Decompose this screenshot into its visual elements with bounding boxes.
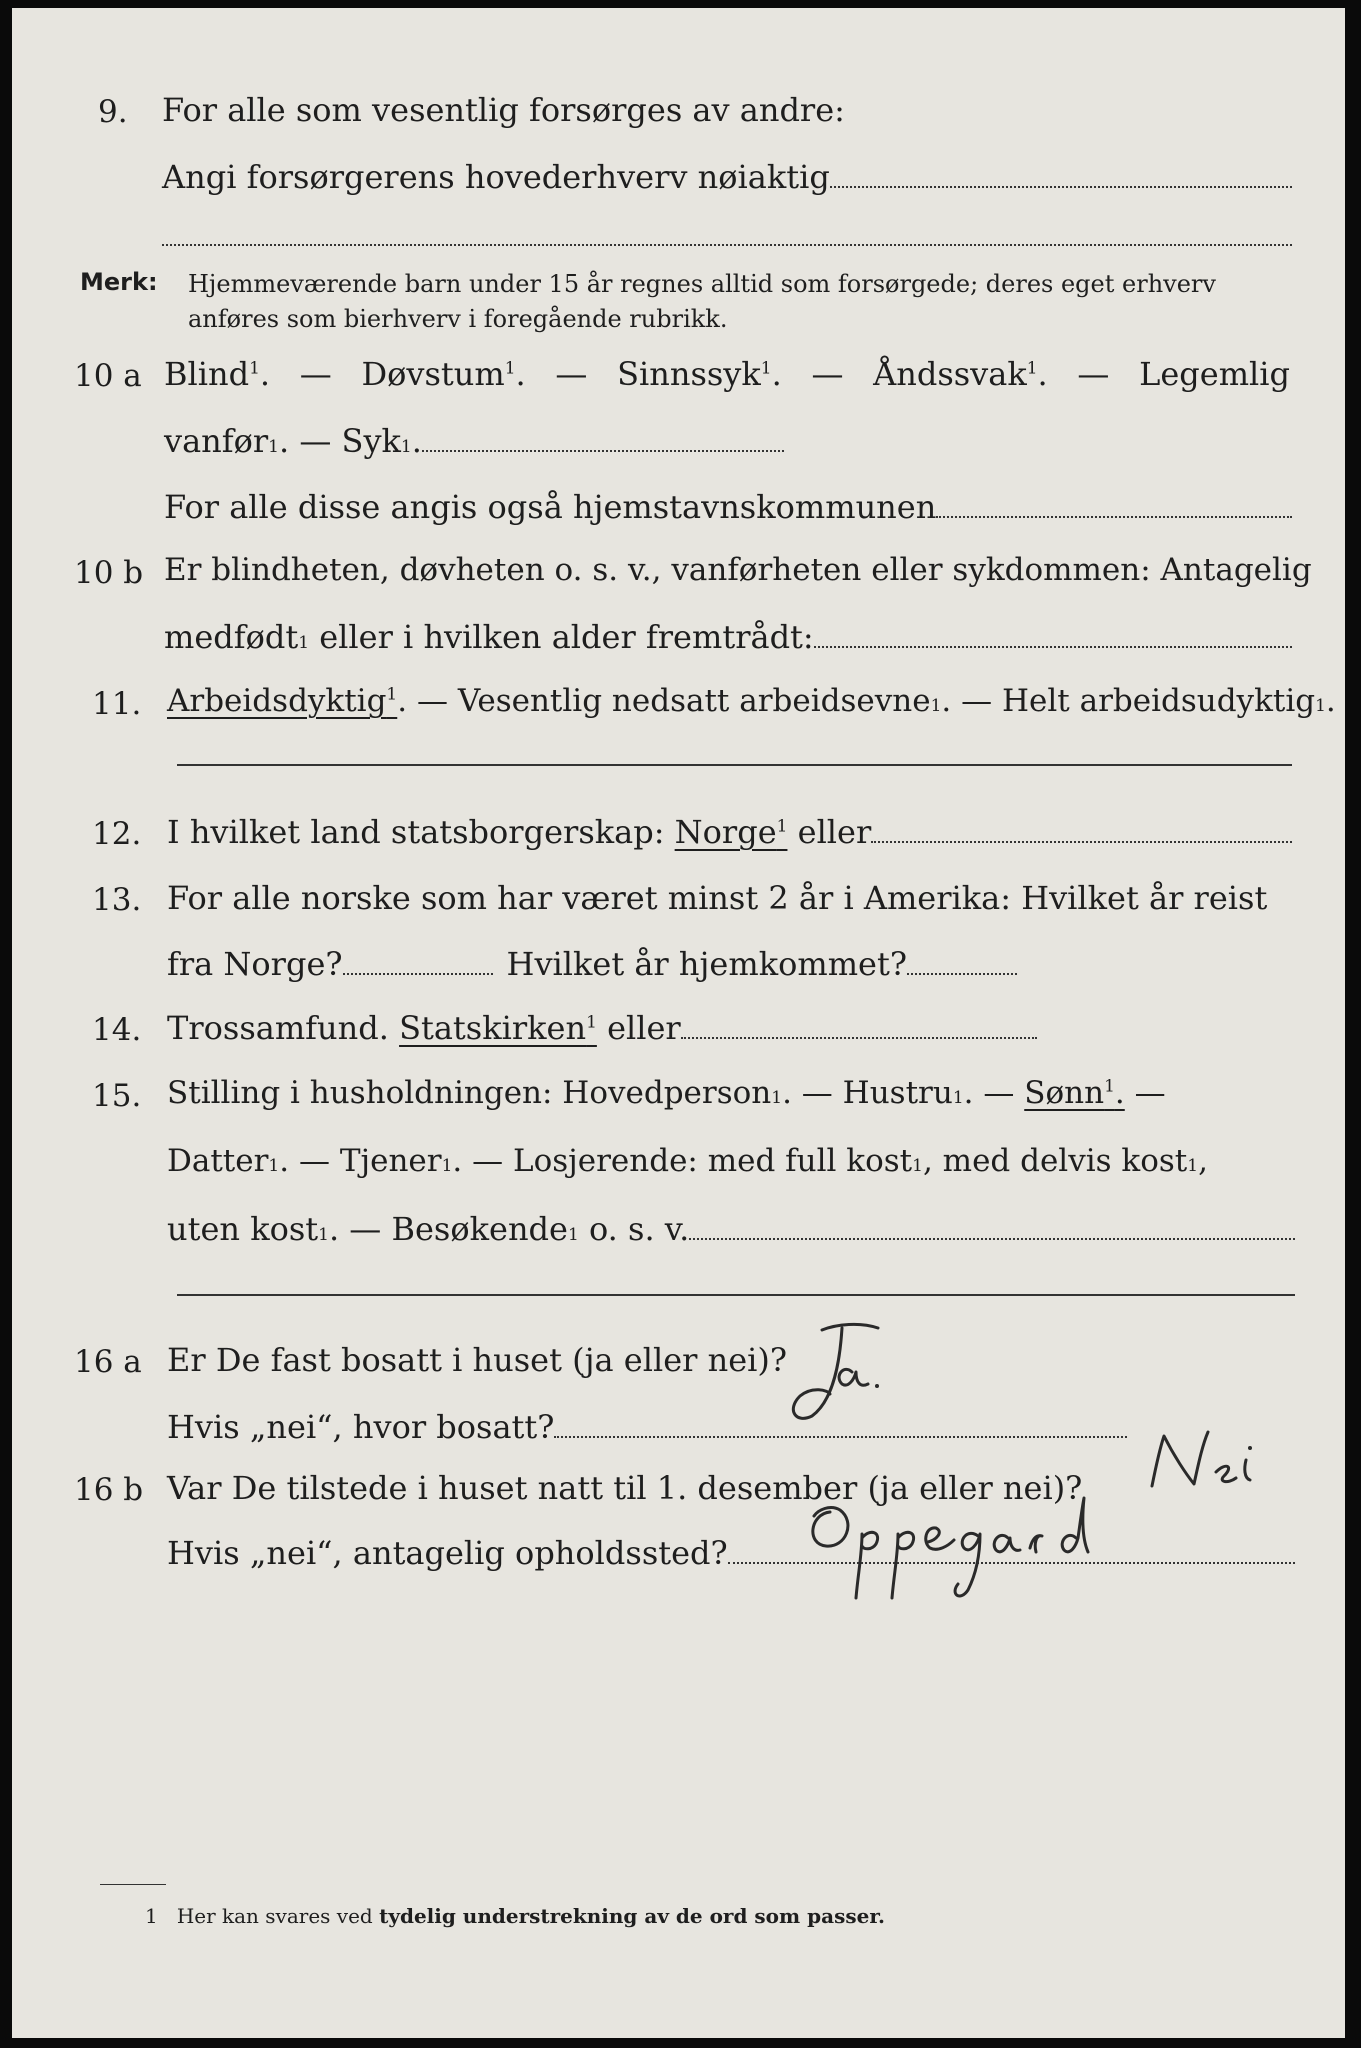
svg-text:Ja.: Ja. [902,1361,929,1385]
q10a-line2: vanfør 1 . — Syk 1 . [164,422,784,460]
q11-number: 11. [92,686,142,722]
q13-reist-line[interactable] [343,973,493,975]
merk-line1: Hjemmeværende barn under 15 år regnes alltid som forsørgede; deres eget erhverv [188,270,1216,298]
q16a-answer-line[interactable] [554,1436,1127,1438]
merk-label: Merk: [80,268,158,296]
q16b-line1: Var De tilstede i huset natt til 1. desember (ja eller nei)? [167,1469,1083,1507]
q10b-answer-line[interactable] [814,646,1292,648]
merk-line2: anføres som bierhverv i foregående rubrikk. [188,305,728,333]
svg-text:Oppegard: Oppegard [800,1601,861,1615]
q11-line: Arbeidsdyktig$^1$ . — Vesentlig nedsatt arbeidsevne 1 . — Helt arbeidsudyktig 1 . [167,683,1336,719]
q10b-number: 10 b [74,555,144,591]
q10a-answer-line[interactable] [422,450,784,452]
q10a-line3: For alle disse angis også hjemstavnskommunen [164,488,1292,526]
q12-answer-line[interactable] [871,841,1292,843]
q14-line: Trossamfund. Statskirken$^1$ eller [167,1009,1037,1047]
q10a-kommune-line[interactable] [936,516,1292,518]
footnote: 1 Her kan svares ved tydelig understrekning av de ord som passer. [145,1904,885,1928]
q9-line1: For alle som vesentlig forsørges av andre: [162,91,845,129]
q13-hjemkommet-line[interactable] [907,973,1017,975]
q10b-line2: medfødt 1 eller i hvilken alder fremtrådt: [164,618,1292,656]
q13-line1: For alle norske som har været minst 2 år i Amerika: Hvilket år reist [167,879,1268,917]
q11-answer-line[interactable] [177,764,1292,766]
q16b-line2: Hvis „nei“, antagelig opholdssted? [167,1534,1295,1572]
q16a-line2: Hvis „nei“, hvor bosatt? [167,1408,1127,1446]
q16b-handwritten-place [800,1494,1140,1614]
q9-answer-line-2[interactable] [162,244,1292,246]
q15-line3: uten kost 1 . — Besøkende 1 o. s. v. [167,1210,1295,1248]
q12-number: 12. [92,816,142,852]
q16b-number: 16 b [74,1472,144,1508]
q16a-handwritten-answer [782,1320,952,1430]
q10a-line1: Blind$^1$. — Døvstum$^1$. — Sinnssyk$^1$. — Åndssvak$^1$. — Legemlig [164,355,1290,393]
q13-line2: fra Norge? Hvilket år hjemkommet? [167,945,1017,983]
svg-text:Nei: Nei [1140,1490,1162,1504]
q16a-line1: Er De fast bosatt i huset (ja eller nei)? [167,1341,788,1379]
q15-line2: Datter 1 . — Tjener 1 . — Losjerende: med full kost 1 , med delvis kost 1 , [167,1143,1208,1179]
footnote-rule [100,1884,166,1885]
q15-number: 15. [92,1078,142,1114]
q16b-handwritten-answer [1130,1426,1260,1506]
q9-answer-line[interactable] [830,186,1292,188]
q14-answer-line[interactable] [681,1037,1037,1039]
q15-line1: Stilling i husholdningen: Hovedperson 1 . — Hustru 1 . — Sønn$^1$. — [167,1075,1166,1111]
q16a-number: 16 a [74,1344,142,1380]
q12-line: I hvilket land statsborgerskap: Norge$^1$ eller [167,813,1292,851]
q13-number: 13. [92,882,142,918]
q15-answer-line-2[interactable] [177,1294,1295,1296]
q9-line2: Angi forsørgerens hovederhverv nøiaktig [162,158,1292,196]
q9-number: 9. [98,94,128,130]
q10a-number: 10 a [74,358,142,394]
q10b-line1: Er blindheten, døvheten o. s. v., vanførheten eller sykdommen: Antagelig [164,552,1312,588]
q15-answer-line[interactable] [689,1238,1295,1240]
q14-number: 14. [92,1012,142,1048]
census-form-page [12,8,1345,2038]
